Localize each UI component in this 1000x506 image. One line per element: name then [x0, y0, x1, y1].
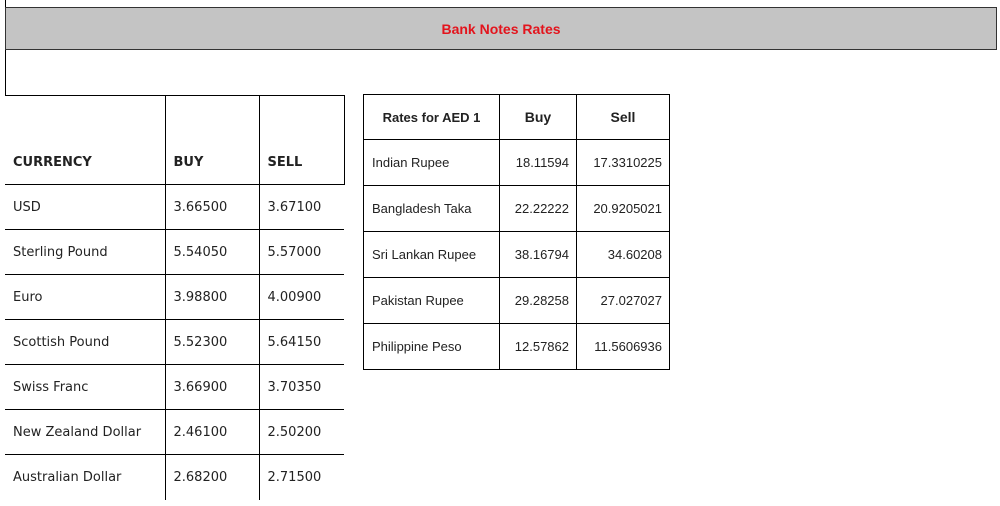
currency-name: Swiss Franc [5, 365, 165, 410]
table-header-row [5, 96, 344, 185]
table-row [5, 185, 344, 230]
column-header-buy: Buy [500, 95, 577, 140]
table-row [5, 410, 344, 455]
sell-rate: 11.5606936 [577, 324, 670, 370]
buy-rate: 22.22222 [500, 186, 577, 232]
currency-name: Pakistan Rupee [364, 278, 500, 324]
currency-name: Indian Rupee [364, 140, 500, 186]
sell-rate: 2.71500 [267, 469, 322, 485]
table-row [364, 186, 670, 232]
buy-rate: 3.66500 [165, 185, 259, 230]
table-row [5, 320, 344, 365]
buy-rate: 2.68200 [165, 455, 259, 500]
sell-rate: 20.9205021 [577, 186, 670, 232]
currency-name: Sterling Pound [5, 230, 165, 275]
buy-rate: 2.46100 [165, 410, 259, 455]
currency-name: Euro [5, 275, 165, 320]
page-title: Bank Notes Rates [441, 20, 561, 37]
sell-rate: 2.50200 [259, 410, 344, 455]
sell-rate: 5.64150 [259, 320, 344, 365]
buy-rate: 12.57862 [500, 324, 577, 370]
currency-name: Scottish Pound [5, 320, 165, 365]
column-header-buy: BUY [165, 96, 259, 185]
table-row [5, 230, 344, 275]
sell-rate: 4.00900 [259, 275, 344, 320]
sell-rate: 5.57000 [259, 230, 344, 275]
table-row [5, 275, 344, 320]
buy-rate: 29.28258 [500, 278, 577, 324]
column-header-sell: SELL [259, 96, 344, 185]
header-bar [5, 7, 997, 50]
buy-rate: 5.54050 [165, 230, 259, 275]
table-row [364, 140, 670, 186]
table-row [5, 365, 344, 410]
buy-rate: 18.11594 [500, 140, 577, 186]
sell-rate: 3.67100 [259, 185, 344, 230]
buy-rate: 38.16794 [500, 232, 577, 278]
column-header-currency: CURRENCY [5, 96, 165, 185]
currency-name: Sri Lankan Rupee [364, 232, 500, 278]
table-row [364, 278, 670, 324]
table-row [364, 232, 670, 278]
buy-rate: 3.66900 [165, 365, 259, 410]
currency-name: New Zealand Dollar [5, 410, 165, 455]
buy-rate: 5.52300 [165, 320, 259, 365]
sell-rate: 17.3310225 [577, 140, 670, 186]
currency-name: USD [5, 185, 165, 230]
column-header-sell: Sell [577, 95, 670, 140]
table-row [5, 455, 344, 500]
sell-rate: 27.027027 [577, 278, 670, 324]
currency-name: Australian Dollar [5, 455, 165, 500]
currency-name: Bangladesh Taka [364, 186, 500, 232]
currency-name: Philippine Peso [364, 324, 500, 370]
sell-rate: 3.70350 [259, 365, 344, 410]
currency-rates-table [5, 95, 345, 500]
buy-rate: 3.98800 [165, 275, 259, 320]
column-header-rates-for-aed: Rates for AED 1 [364, 95, 500, 140]
table-header-row [364, 95, 670, 140]
sell-rate: 34.60208 [577, 232, 670, 278]
aed-rates-table [363, 94, 670, 370]
table-row [364, 324, 670, 370]
